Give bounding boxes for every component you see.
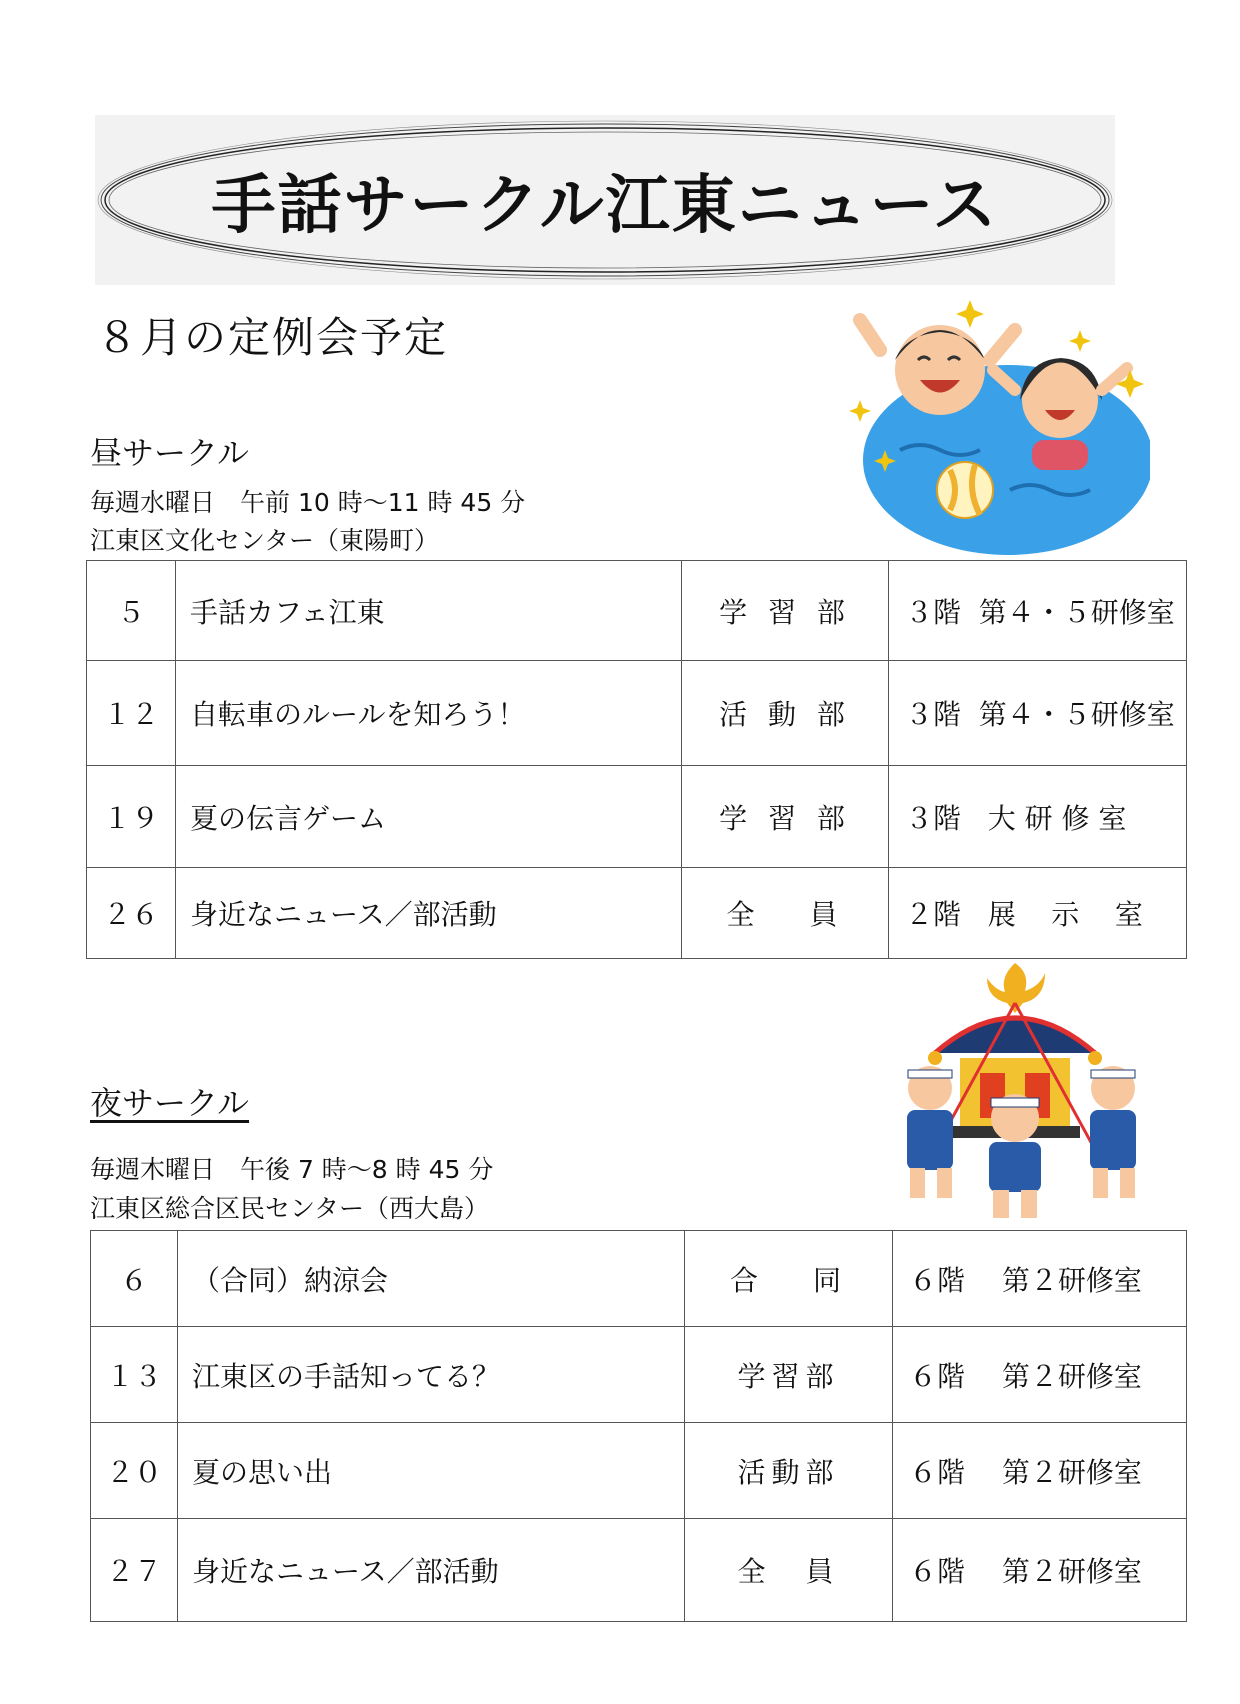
dept-cell: 学 習 部 [682,766,889,868]
table-row [87,868,1187,959]
table-row [91,1519,1187,1622]
night-circle-heading: 夜サークル [90,1084,250,1122]
topic-cell: （合同）納涼会 [178,1231,685,1327]
table-row [91,1327,1187,1423]
day-cell: １２ [87,661,176,766]
topic-cell: 自転車のルールを知ろう！ [176,661,682,766]
dept-cell: 全 員 [685,1519,893,1622]
children-swimming-illustration [840,290,1150,560]
day-cell: ６ [91,1231,178,1327]
table-row [87,766,1187,868]
day-cell: ５ [87,561,176,661]
table-row [87,561,1187,661]
day-circle-schedule: 毎週水曜日 午前 10 時～11 時 45 分 [90,488,526,517]
topic-cell: 手話カフェ江東 [176,561,682,661]
dept-cell: 合 同 [685,1231,893,1327]
topic-cell: 夏の思い出 [178,1423,685,1519]
day-cell: ２０ [91,1423,178,1519]
day-cell: ２７ [91,1519,178,1622]
topic-cell: 江東区の手話知ってる？ [178,1327,685,1423]
room-cell: ３階 第４・５研修室 [889,661,1187,766]
dept-cell: 活 動 部 [682,661,889,766]
day-cell: １３ [91,1327,178,1423]
night-circle-schedule: 毎週木曜日 午後 7 時～8 時 45 分 [90,1155,494,1184]
day-cell: １９ [87,766,176,868]
dept-cell: 全 員 [682,868,889,959]
newsletter-title: 手話サークル江東ニュース [211,169,999,243]
room-cell: ２階 展 示 室 [889,868,1187,959]
room-cell: ６階 第２研修室 [893,1423,1187,1519]
mikoshi-festival-illustration [865,958,1175,1223]
page-heading: ８月の定例会予定 [96,313,449,362]
title-banner [95,115,1115,285]
dept-cell: 学習部 [685,1327,893,1423]
room-cell: ６階 第２研修室 [893,1519,1187,1622]
topic-cell: 身近なニュース／部活動 [178,1519,685,1622]
table-row [91,1423,1187,1519]
dept-cell: 学 習 部 [682,561,889,661]
topic-cell: 身近なニュース／部活動 [176,868,682,959]
room-cell: ６階 第２研修室 [893,1231,1187,1327]
night-circle-table [90,1230,1187,1622]
day-cell: ２６ [87,868,176,959]
room-cell: ３階 大 研 修 室 [889,766,1187,868]
topic-cell: 夏の伝言ゲーム [176,766,682,868]
dept-cell: 活動部 [685,1423,893,1519]
day-circle-table [86,560,1187,959]
night-circle-venue: 江東区総合区民センター（西大島） [90,1194,490,1223]
day-circle-heading: 昼サークル [90,434,250,472]
room-cell: ３階 第４・５研修室 [889,561,1187,661]
day-circle-venue: 江東区文化センター（東陽町） [90,526,440,555]
room-cell: ６階 第２研修室 [893,1327,1187,1423]
table-row [87,661,1187,766]
table-row [91,1231,1187,1327]
